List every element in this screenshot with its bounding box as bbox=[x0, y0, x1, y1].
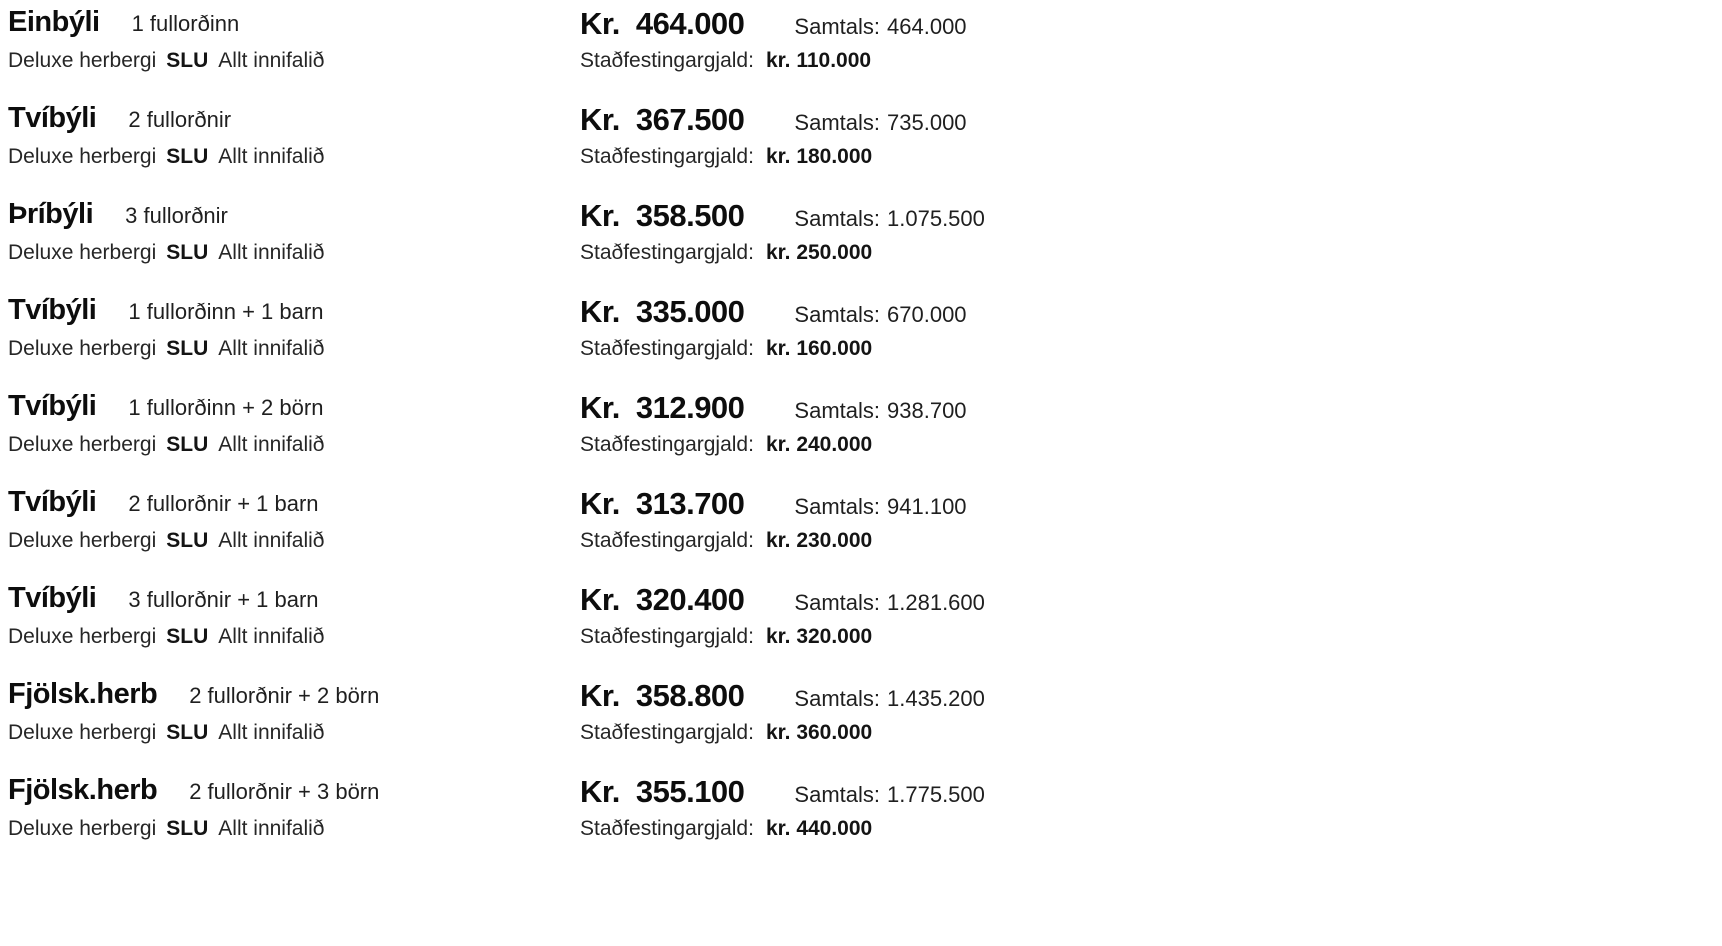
room-info bbox=[8, 486, 580, 553]
currency-label: Kr. bbox=[580, 198, 620, 233]
price-row[interactable] bbox=[8, 486, 1068, 582]
price-row[interactable] bbox=[8, 6, 1068, 102]
deposit-label: Staðfestingargjald: bbox=[580, 241, 754, 264]
room-info bbox=[8, 678, 580, 745]
total-value: 1.435.200 bbox=[887, 686, 985, 711]
price-info bbox=[580, 6, 1068, 73]
currency-label: Kr. bbox=[580, 294, 620, 329]
deposit-label: Staðfestingargjald: bbox=[580, 49, 754, 72]
price-row[interactable] bbox=[8, 102, 1068, 198]
total-label: Samtals: bbox=[794, 110, 881, 135]
occupancy-label: 1 fullorðinn + 1 barn bbox=[128, 299, 324, 324]
total-label: Samtals: bbox=[794, 686, 881, 711]
total-value: 1.281.600 bbox=[887, 590, 985, 615]
deposit-label: Staðfestingargjald: bbox=[580, 817, 754, 840]
total-value: 941.100 bbox=[887, 494, 967, 519]
deposit-label: Staðfestingargjald: bbox=[580, 145, 754, 168]
room-description: Deluxe herbergi bbox=[8, 433, 157, 456]
deposit-value: kr. 440.000 bbox=[765, 817, 873, 840]
occupancy-label: 1 fullorðinn bbox=[131, 11, 240, 36]
board-code: SLU bbox=[166, 529, 209, 552]
deposit-value: kr. 240.000 bbox=[765, 433, 873, 456]
total-value: 670.000 bbox=[887, 302, 967, 327]
room-info bbox=[8, 6, 580, 73]
price-info bbox=[580, 198, 1068, 265]
room-description: Deluxe herbergi bbox=[8, 145, 157, 168]
price-value: 312.900 bbox=[635, 390, 745, 425]
board-code: SLU bbox=[166, 433, 209, 456]
board-description: Allt innifalið bbox=[218, 433, 325, 456]
total-label: Samtals: bbox=[794, 206, 881, 231]
currency-label: Kr. bbox=[580, 102, 620, 137]
currency-label: Kr. bbox=[580, 390, 620, 425]
room-info bbox=[8, 774, 580, 841]
occupancy-label: 2 fullorðnir + 1 barn bbox=[128, 491, 319, 516]
price-info bbox=[580, 390, 1068, 457]
deposit-value: kr. 320.000 bbox=[765, 625, 873, 648]
total-value: 1.775.500 bbox=[887, 782, 985, 807]
room-type-label: Þríbýli bbox=[8, 198, 94, 230]
board-code: SLU bbox=[166, 721, 209, 744]
board-description: Allt innifalið bbox=[218, 817, 325, 840]
price-value: 464.000 bbox=[635, 6, 745, 41]
total-label: Samtals: bbox=[794, 302, 881, 327]
board-code: SLU bbox=[166, 625, 209, 648]
total-label: Samtals: bbox=[794, 398, 881, 423]
board-description: Allt innifalið bbox=[218, 529, 325, 552]
total-label: Samtals: bbox=[794, 14, 881, 39]
room-description: Deluxe herbergi bbox=[8, 721, 157, 744]
room-description: Deluxe herbergi bbox=[8, 241, 157, 264]
price-info bbox=[580, 102, 1068, 169]
board-code: SLU bbox=[166, 145, 209, 168]
occupancy-label: 1 fullorðinn + 2 börn bbox=[128, 395, 324, 420]
total-label: Samtals: bbox=[794, 494, 881, 519]
board-code: SLU bbox=[166, 49, 209, 72]
board-description: Allt innifalið bbox=[218, 337, 325, 360]
price-value: 358.500 bbox=[635, 198, 745, 233]
deposit-value: kr. 230.000 bbox=[765, 529, 873, 552]
board-description: Allt innifalið bbox=[218, 721, 325, 744]
room-info bbox=[8, 102, 580, 169]
price-info bbox=[580, 678, 1068, 745]
room-type-label: Tvíbýli bbox=[8, 102, 97, 134]
total-value: 938.700 bbox=[887, 398, 967, 423]
deposit-label: Staðfestingargjald: bbox=[580, 721, 754, 744]
price-info bbox=[580, 582, 1068, 649]
price-value: 313.700 bbox=[635, 486, 745, 521]
board-description: Allt innifalið bbox=[218, 625, 325, 648]
total-label: Samtals: bbox=[794, 590, 881, 615]
room-type-label: Fjölsk.herb bbox=[8, 678, 158, 710]
occupancy-label: 2 fullorðnir + 2 börn bbox=[189, 683, 380, 708]
deposit-value: kr. 180.000 bbox=[765, 145, 873, 168]
total-label: Samtals: bbox=[794, 782, 881, 807]
total-value: 1.075.500 bbox=[887, 206, 985, 231]
room-info bbox=[8, 390, 580, 457]
currency-label: Kr. bbox=[580, 678, 620, 713]
room-type-label: Tvíbýli bbox=[8, 294, 97, 326]
room-description: Deluxe herbergi bbox=[8, 337, 157, 360]
currency-label: Kr. bbox=[580, 582, 620, 617]
room-type-label: Tvíbýli bbox=[8, 582, 97, 614]
price-value: 367.500 bbox=[635, 102, 745, 137]
deposit-label: Staðfestingargjald: bbox=[580, 433, 754, 456]
room-type-label: Fjölsk.herb bbox=[8, 774, 158, 806]
room-type-label: Einbýli bbox=[8, 6, 100, 38]
board-description: Allt innifalið bbox=[218, 49, 325, 72]
price-row[interactable] bbox=[8, 678, 1068, 774]
price-value: 320.400 bbox=[635, 582, 745, 617]
total-value: 735.000 bbox=[887, 110, 967, 135]
room-description: Deluxe herbergi bbox=[8, 49, 157, 72]
room-description: Deluxe herbergi bbox=[8, 529, 157, 552]
deposit-value: kr. 110.000 bbox=[765, 49, 872, 72]
price-value: 355.100 bbox=[635, 774, 745, 809]
price-row[interactable] bbox=[8, 582, 1068, 678]
price-info bbox=[580, 774, 1068, 841]
deposit-value: kr. 160.000 bbox=[765, 337, 873, 360]
price-row[interactable] bbox=[8, 774, 1068, 870]
currency-label: Kr. bbox=[580, 6, 620, 41]
price-row[interactable] bbox=[8, 198, 1068, 294]
room-info bbox=[8, 582, 580, 649]
room-type-label: Tvíbýli bbox=[8, 486, 97, 518]
room-type-label: Tvíbýli bbox=[8, 390, 97, 422]
occupancy-label: 2 fullorðnir bbox=[128, 107, 232, 132]
board-description: Allt innifalið bbox=[218, 145, 325, 168]
currency-label: Kr. bbox=[580, 486, 620, 521]
deposit-value: kr. 250.000 bbox=[765, 241, 873, 264]
occupancy-label: 3 fullorðnir bbox=[125, 203, 228, 228]
price-value: 335.000 bbox=[635, 294, 745, 329]
price-info bbox=[580, 486, 1068, 553]
room-info bbox=[8, 294, 580, 361]
deposit-label: Staðfestingargjald: bbox=[580, 337, 754, 360]
price-row[interactable] bbox=[8, 294, 1068, 390]
price-info bbox=[580, 294, 1068, 361]
total-value: 464.000 bbox=[887, 14, 967, 39]
currency-label: Kr. bbox=[580, 774, 620, 809]
deposit-value: kr. 360.000 bbox=[765, 721, 873, 744]
board-description: Allt innifalið bbox=[218, 241, 325, 264]
room-description: Deluxe herbergi bbox=[8, 817, 157, 840]
occupancy-label: 3 fullorðnir + 1 barn bbox=[128, 587, 319, 612]
price-value: 358.800 bbox=[635, 678, 745, 713]
board-code: SLU bbox=[166, 817, 209, 840]
board-code: SLU bbox=[166, 241, 209, 264]
occupancy-label: 2 fullorðnir + 3 börn bbox=[189, 779, 380, 804]
deposit-label: Staðfestingargjald: bbox=[580, 529, 754, 552]
price-row[interactable] bbox=[8, 390, 1068, 486]
room-info bbox=[8, 198, 580, 265]
board-code: SLU bbox=[166, 337, 209, 360]
deposit-label: Staðfestingargjald: bbox=[580, 625, 754, 648]
price-list bbox=[8, 6, 1068, 870]
room-description: Deluxe herbergi bbox=[8, 625, 157, 648]
